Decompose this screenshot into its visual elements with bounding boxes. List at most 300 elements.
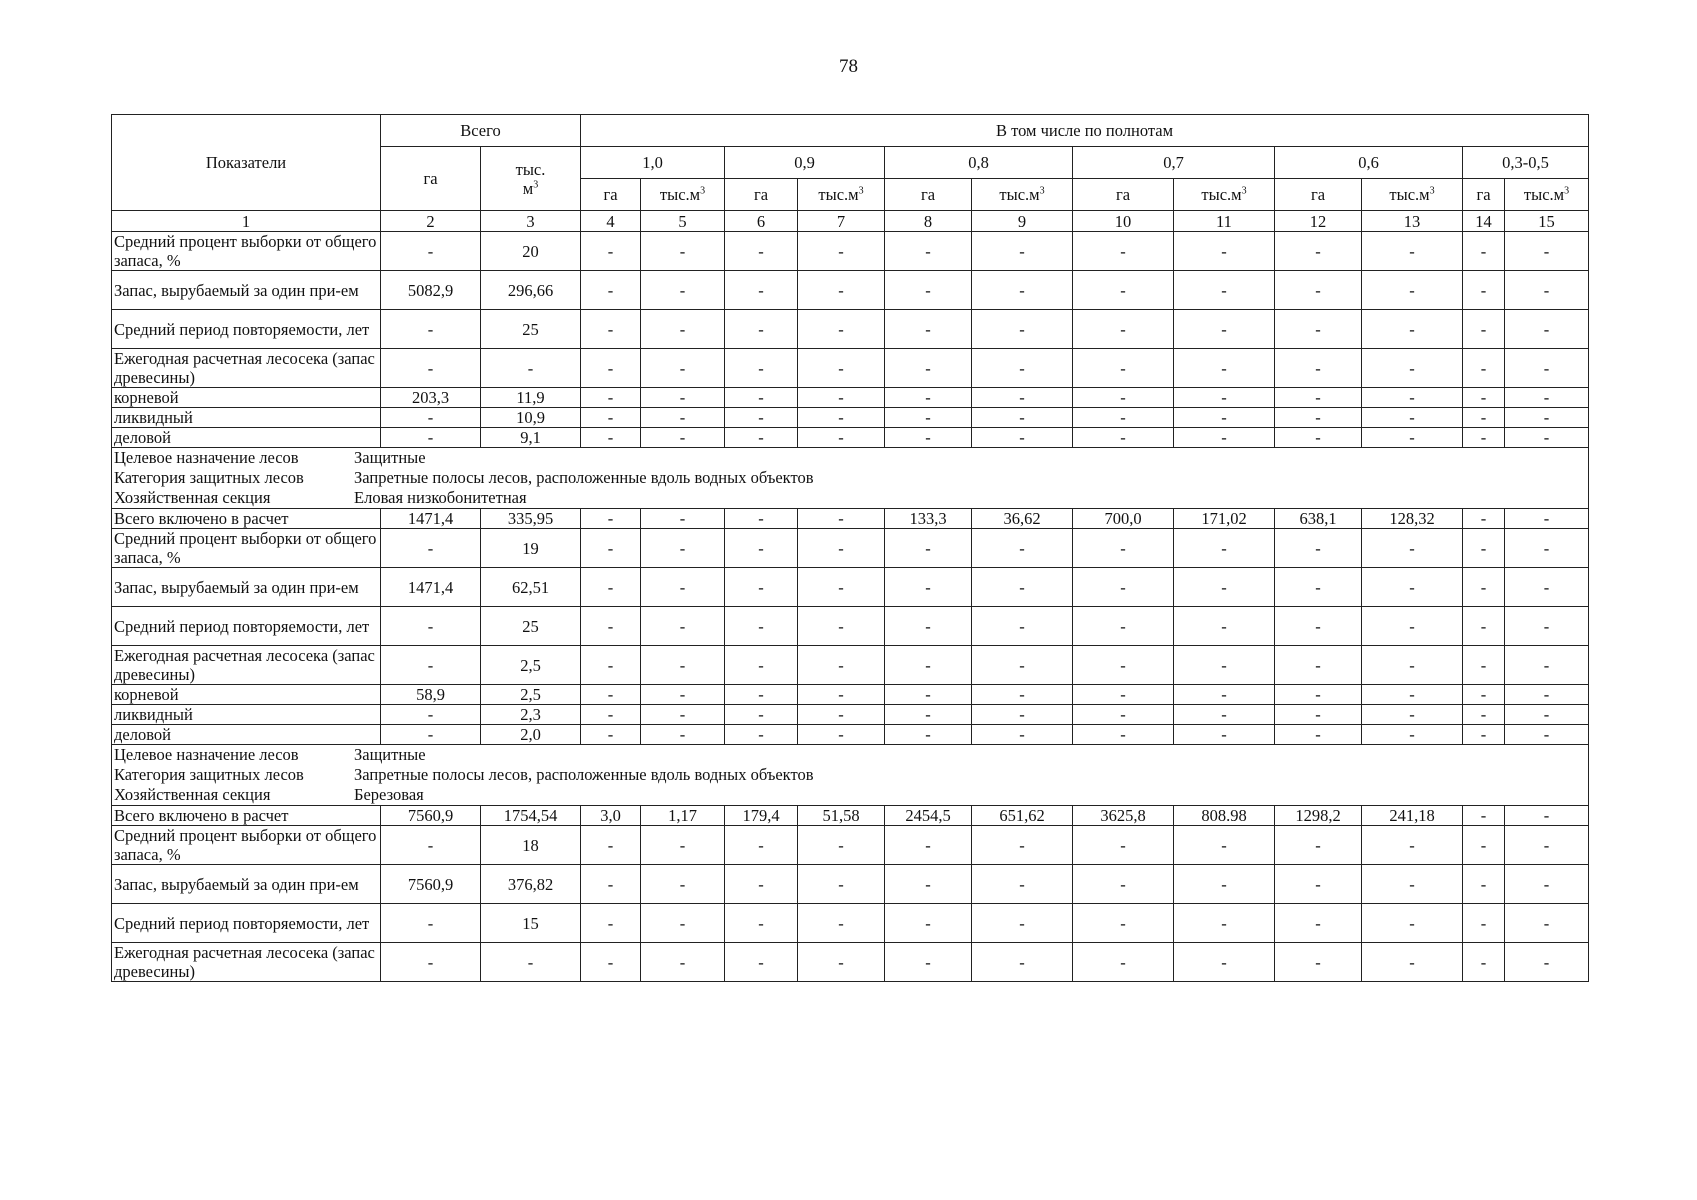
section-header-row (112, 448, 1589, 509)
column-number: 1 (112, 211, 381, 232)
table-cell: - (1073, 232, 1174, 271)
table-cell: - (1505, 826, 1589, 865)
page-number: 78 (839, 56, 858, 77)
table-cell: - (1362, 725, 1463, 745)
table-cell: - (972, 725, 1073, 745)
table-cell: - (1463, 865, 1505, 904)
table-cell: - (581, 943, 641, 982)
table-cell: 179,4 (725, 806, 798, 826)
table-cell: - (1275, 685, 1362, 705)
total-ha-cell: - (381, 310, 481, 349)
table-cell: - (1275, 826, 1362, 865)
table-cell: - (1174, 904, 1275, 943)
table-cell: - (1505, 310, 1589, 349)
table-cell: - (1505, 705, 1589, 725)
row-label: Средний процент выборки от общего запаса, % (112, 826, 381, 865)
table-cell: - (798, 408, 885, 428)
section-value: Запретные полосы лесов, расположенные вдоль водных объектов (354, 468, 814, 487)
total-ha-cell: - (381, 826, 481, 865)
table-row (112, 349, 1589, 388)
table-row (112, 943, 1589, 982)
table-cell: - (641, 685, 725, 705)
table-cell: - (1505, 271, 1589, 310)
table-cell: - (725, 865, 798, 904)
table-cell: - (641, 509, 725, 529)
total-volume-cell: 15 (481, 904, 581, 943)
table-cell: - (1463, 705, 1505, 725)
table-cell: - (1275, 349, 1362, 388)
header-indicators: Показатели (112, 115, 381, 211)
total-ha-cell: - (381, 725, 481, 745)
table-cell: - (1174, 685, 1275, 705)
section-line (114, 745, 1586, 765)
table-cell: - (725, 349, 798, 388)
table-cell: - (581, 725, 641, 745)
column-number: 13 (1362, 211, 1463, 232)
table-cell: - (1073, 271, 1174, 310)
table-cell: - (1463, 310, 1505, 349)
table-cell: - (1463, 509, 1505, 529)
table-row (112, 408, 1589, 428)
section-value: Еловая низкобонитетная (354, 488, 527, 507)
total-ha-cell: - (381, 607, 481, 646)
table-cell: 241,18 (1362, 806, 1463, 826)
table-cell: - (1073, 568, 1174, 607)
table-cell: 651,62 (972, 806, 1073, 826)
table-row (112, 232, 1589, 271)
table-cell: - (885, 349, 972, 388)
table-cell: - (798, 388, 885, 408)
table-row (112, 271, 1589, 310)
row-label: деловой (112, 428, 381, 448)
section-line (114, 785, 1586, 805)
table-cell: - (581, 428, 641, 448)
row-label: Средний период повторяемости, лет (112, 904, 381, 943)
table-cell: - (1463, 646, 1505, 685)
header-density-0-8: 0,8 (885, 147, 1073, 179)
table-cell: - (725, 568, 798, 607)
table-cell: 1298,2 (1275, 806, 1362, 826)
table-cell: - (885, 705, 972, 725)
table-cell: - (641, 529, 725, 568)
total-volume-cell: 296,66 (481, 271, 581, 310)
table-cell: - (1463, 349, 1505, 388)
table-row (112, 509, 1589, 529)
total-ha-cell: 7560,9 (381, 865, 481, 904)
table-cell: - (1174, 310, 1275, 349)
table-cell: - (725, 232, 798, 271)
table-row (112, 428, 1589, 448)
table-cell: - (1362, 428, 1463, 448)
table-cell: - (725, 428, 798, 448)
table-cell: - (581, 349, 641, 388)
table-cell: - (972, 310, 1073, 349)
table-row (112, 865, 1589, 904)
table-cell: - (1362, 271, 1463, 310)
section-line (114, 448, 1586, 468)
total-ha-cell: - (381, 232, 481, 271)
header-by-density: В том числе по полнотам (581, 115, 1589, 147)
table-cell: - (1073, 725, 1174, 745)
table-cell: - (725, 685, 798, 705)
total-volume-cell: 25 (481, 310, 581, 349)
table-cell: - (1174, 865, 1275, 904)
table-cell: - (1275, 607, 1362, 646)
table-cell: - (972, 826, 1073, 865)
table-cell: - (885, 529, 972, 568)
total-volume-cell: 2,5 (481, 685, 581, 705)
table-cell: - (581, 705, 641, 725)
table-cell: 808.98 (1174, 806, 1275, 826)
table-cell: - (1362, 943, 1463, 982)
header-density-1-0: 1,0 (581, 147, 725, 179)
row-label: Средний период повторяемости, лет (112, 310, 381, 349)
table-cell: - (972, 646, 1073, 685)
table-cell: 335,95 (481, 509, 581, 529)
table-cell: - (725, 388, 798, 408)
table-cell: - (1505, 904, 1589, 943)
row-label: Запас, вырубаемый за один при-ем (112, 568, 381, 607)
table-cell: - (972, 349, 1073, 388)
column-number: 2 (381, 211, 481, 232)
table-cell: - (885, 568, 972, 607)
header-unit-ha: га (885, 179, 972, 211)
section-key: Целевое назначение лесов (114, 448, 299, 467)
row-label: ликвидный (112, 705, 381, 725)
table-cell: - (972, 568, 1073, 607)
table-cell: - (641, 349, 725, 388)
table-cell: - (798, 428, 885, 448)
row-label: Запас, вырубаемый за один при-ем (112, 865, 381, 904)
table-cell: - (1275, 232, 1362, 271)
table-cell: - (1505, 865, 1589, 904)
table-cell: - (1362, 826, 1463, 865)
table-cell: - (1362, 310, 1463, 349)
section-value: Березовая (354, 785, 424, 804)
column-number: 12 (1275, 211, 1362, 232)
table-cell: - (1174, 725, 1275, 745)
table-cell: - (641, 607, 725, 646)
header-unit-ha: га (725, 179, 798, 211)
table-cell: - (1275, 428, 1362, 448)
total-ha-cell: - (381, 646, 481, 685)
row-label: Запас, вырубаемый за один при-ем (112, 271, 381, 310)
table-cell: - (1275, 904, 1362, 943)
table-cell: - (885, 310, 972, 349)
column-number: 14 (1463, 211, 1505, 232)
table-cell: - (1073, 310, 1174, 349)
table-cell: - (1362, 568, 1463, 607)
table-cell: - (798, 904, 885, 943)
table-cell: - (885, 685, 972, 705)
section-key: Хозяйственная секция (114, 785, 271, 804)
table-cell: - (798, 349, 885, 388)
total-ha-cell: - (381, 529, 481, 568)
table-cell: - (885, 271, 972, 310)
row-label: Всего включено в расчет (112, 509, 381, 529)
total-ha-cell: 5082,9 (381, 271, 481, 310)
section-key: Категория защитных лесов (114, 468, 304, 487)
total-volume-cell: 2,0 (481, 725, 581, 745)
table-cell: - (1073, 408, 1174, 428)
header-unit-ha: га (581, 179, 641, 211)
column-number: 4 (581, 211, 641, 232)
table-cell: - (1073, 904, 1174, 943)
section-info (112, 745, 1589, 806)
table-cell: - (581, 388, 641, 408)
section-value: Запретные полосы лесов, расположенные вдоль водных объектов (354, 765, 814, 784)
table-cell: - (1275, 310, 1362, 349)
total-volume-cell: - (481, 943, 581, 982)
header-unit-volume: $тыс.м^3$ (1505, 179, 1589, 211)
table-cell: - (1505, 646, 1589, 685)
table-cell: - (581, 568, 641, 607)
table-cell: - (1073, 607, 1174, 646)
table-cell: - (725, 646, 798, 685)
table-cell: - (725, 529, 798, 568)
table-cell: - (581, 865, 641, 904)
table-cell: - (641, 705, 725, 725)
table-cell: - (1463, 568, 1505, 607)
table-row (112, 826, 1589, 865)
column-number: 5 (641, 211, 725, 232)
table-cell: - (1073, 428, 1174, 448)
table-cell: - (972, 232, 1073, 271)
total-volume-cell: 9,1 (481, 428, 581, 448)
section-line (114, 765, 1586, 785)
table-cell: - (641, 568, 725, 607)
table-cell: 133,3 (885, 509, 972, 529)
row-label: деловой (112, 725, 381, 745)
table-cell: - (641, 271, 725, 310)
table-cell: - (1073, 705, 1174, 725)
total-volume-cell: - (481, 349, 581, 388)
total-ha-cell: 1471,4 (381, 568, 481, 607)
table-cell: - (1073, 529, 1174, 568)
table-cell: - (1463, 904, 1505, 943)
table-cell: - (641, 725, 725, 745)
header-density-0-6: 0,6 (1275, 147, 1463, 179)
total-volume-cell: 2,5 (481, 646, 581, 685)
row-label: Ежегодная расчетная лесосека (запас древесины) (112, 646, 381, 685)
table-cell: - (725, 826, 798, 865)
table-cell: - (1073, 943, 1174, 982)
header-unit-ha: га (1275, 179, 1362, 211)
table-cell: 700,0 (1073, 509, 1174, 529)
section-key: Целевое назначение лесов (114, 745, 299, 764)
table-cell: - (1505, 529, 1589, 568)
column-number: 7 (798, 211, 885, 232)
table-cell: - (1073, 646, 1174, 685)
table-cell: - (798, 568, 885, 607)
table-cell: - (972, 607, 1073, 646)
table-cell: - (641, 310, 725, 349)
table-cell: - (1275, 568, 1362, 607)
table-cell: - (1505, 428, 1589, 448)
table-cell: - (1174, 705, 1275, 725)
row-label: Средний процент выборки от общего запаса, % (112, 529, 381, 568)
section-value: Защитные (354, 448, 426, 467)
table-cell: 638,1 (1275, 509, 1362, 529)
table-cell: - (1505, 806, 1589, 826)
column-number: 10 (1073, 211, 1174, 232)
table-row (112, 388, 1589, 408)
table-cell: 7560,9 (381, 806, 481, 826)
table-cell: - (1463, 232, 1505, 271)
table-cell: - (641, 865, 725, 904)
total-ha-cell: - (381, 428, 481, 448)
section-line (114, 468, 1586, 488)
header-unit-volume: $тыс.м^3$ (1174, 179, 1275, 211)
table-cell: - (798, 705, 885, 725)
table-cell: - (885, 428, 972, 448)
table-cell: - (798, 725, 885, 745)
row-label: Средний период повторяемости, лет (112, 607, 381, 646)
table-cell: - (972, 388, 1073, 408)
table-row (112, 646, 1589, 685)
table-row (112, 904, 1589, 943)
table-cell: - (1073, 865, 1174, 904)
table-cell: - (1174, 271, 1275, 310)
total-ha-cell: - (381, 408, 481, 428)
table-cell: - (1463, 408, 1505, 428)
table-cell: - (1174, 943, 1275, 982)
table-cell: - (725, 509, 798, 529)
table-row (112, 529, 1589, 568)
header-unit-ha: га (1463, 179, 1505, 211)
table-cell: - (581, 826, 641, 865)
table-cell: - (798, 310, 885, 349)
total-volume-cell: 62,51 (481, 568, 581, 607)
header-unit-volume: $тыс.м^3$ (972, 179, 1073, 211)
table-cell: - (1362, 529, 1463, 568)
column-number: 8 (885, 211, 972, 232)
table-cell: - (972, 685, 1073, 705)
table-cell: - (1463, 428, 1505, 448)
table-cell: - (581, 271, 641, 310)
table-cell: - (1174, 388, 1275, 408)
table-cell: - (1174, 349, 1275, 388)
table-cell: - (1362, 705, 1463, 725)
table-cell: - (885, 607, 972, 646)
table-cell: - (1174, 826, 1275, 865)
table-cell: - (1275, 388, 1362, 408)
column-number: 3 (481, 211, 581, 232)
total-ha-cell: 58,9 (381, 685, 481, 705)
table-row (112, 725, 1589, 745)
table-cell: - (1174, 529, 1275, 568)
table-cell: - (1463, 806, 1505, 826)
table-cell: - (1505, 408, 1589, 428)
table-cell: 1,17 (641, 806, 725, 826)
table-cell: - (885, 904, 972, 943)
table-cell: - (1073, 349, 1174, 388)
header-unit-volume: $тыс.м^3$ (641, 179, 725, 211)
table-cell: - (972, 904, 1073, 943)
header-unit-ha: га (1073, 179, 1174, 211)
table-cell: - (1174, 646, 1275, 685)
row-label: Ежегодная расчетная лесосека (запас древесины) (112, 943, 381, 982)
table-cell: - (1362, 349, 1463, 388)
table-cell: - (885, 943, 972, 982)
table-cell: - (972, 865, 1073, 904)
table-cell: - (1505, 509, 1589, 529)
section-key: Категория защитных лесов (114, 765, 304, 784)
table-cell: - (581, 607, 641, 646)
table-cell: - (1362, 646, 1463, 685)
header-density-0-7: 0,7 (1073, 147, 1275, 179)
table-cell: - (798, 685, 885, 705)
table-cell: - (798, 271, 885, 310)
table-cell: - (1275, 943, 1362, 982)
table-cell: - (641, 428, 725, 448)
table-cell: - (1275, 725, 1362, 745)
table-cell: - (725, 310, 798, 349)
table-cell: - (641, 646, 725, 685)
table-cell: - (581, 232, 641, 271)
table-cell: - (798, 826, 885, 865)
table-cell: - (641, 408, 725, 428)
table-cell: - (1362, 388, 1463, 408)
table-cell: - (641, 826, 725, 865)
table-cell: - (798, 232, 885, 271)
table-row (112, 310, 1589, 349)
table-cell: - (1073, 826, 1174, 865)
total-ha-cell: - (381, 705, 481, 725)
table-cell: - (1362, 408, 1463, 428)
table-cell: - (1362, 865, 1463, 904)
table-cell: - (1174, 568, 1275, 607)
header-density-0-3-0-5: 0,3-0,5 (1463, 147, 1589, 179)
table-cell: - (1174, 428, 1275, 448)
row-label: ликвидный (112, 408, 381, 428)
table-cell: - (1505, 943, 1589, 982)
table-cell: - (798, 646, 885, 685)
column-number: 9 (972, 211, 1073, 232)
table-cell: - (1275, 646, 1362, 685)
table-row (112, 705, 1589, 725)
total-volume-cell: 18 (481, 826, 581, 865)
table-cell: - (798, 943, 885, 982)
total-volume-cell: 376,82 (481, 865, 581, 904)
header-unit-volume: $тыс.м^3$ (1362, 179, 1463, 211)
table-cell: - (641, 388, 725, 408)
table-cell: - (641, 943, 725, 982)
table-cell: - (1073, 388, 1174, 408)
section-key: Хозяйственная секция (114, 488, 271, 507)
table-cell: - (1275, 271, 1362, 310)
total-volume-cell: 25 (481, 607, 581, 646)
table-cell: - (725, 904, 798, 943)
table-cell: - (1174, 607, 1275, 646)
table-cell: - (972, 943, 1073, 982)
table-cell: - (725, 271, 798, 310)
table-cell: - (1275, 865, 1362, 904)
table-cell: - (1505, 388, 1589, 408)
section-value: Защитные (354, 745, 426, 764)
row-label: корневой (112, 685, 381, 705)
table-cell: - (581, 509, 641, 529)
table-cell: - (725, 408, 798, 428)
total-volume-cell: 20 (481, 232, 581, 271)
table-cell: - (581, 904, 641, 943)
table-cell: - (1505, 725, 1589, 745)
header-unit-volume: $тыс.м^3$ (798, 179, 885, 211)
table-cell: - (1505, 232, 1589, 271)
forest-data-table (111, 114, 1589, 982)
total-volume-cell: 11,9 (481, 388, 581, 408)
table-cell: - (725, 705, 798, 725)
